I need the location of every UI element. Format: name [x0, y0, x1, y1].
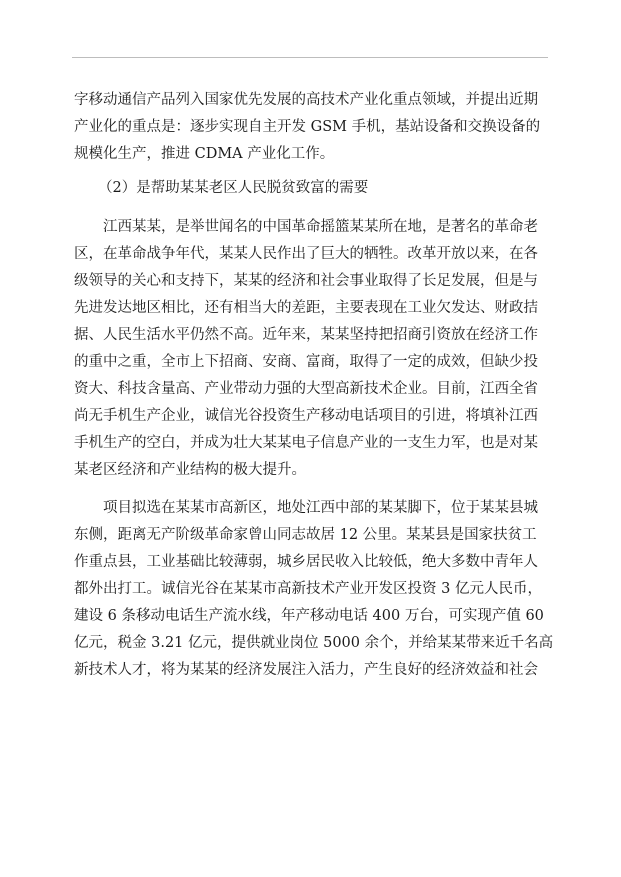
text-line: 据、人民生活水平仍然不高。近年来，某某坚持把招商引资放在经济工作 [74, 327, 538, 343]
text-line: 产业化的重点是：逐步实现自主开发 GSM 手机，基站设备和交换设备的 [74, 119, 541, 135]
text-line: 都外出打工。诚信光谷在某某市高新技术产业开发区投资 3 亿元人民币， [74, 581, 542, 597]
paragraph-revolutionary-base [74, 214, 546, 484]
text-line: 字移动通信产品列入国家优先发展的高技术产业化重点领域，并提出近期 [74, 92, 538, 108]
text-line: 建设 6 条移动电话生产流水线，年产移动电话 400 万台，可实现产值 60 [74, 608, 544, 624]
header-rule [72, 57, 548, 58]
text-line: 区，在革命战争年代，某某人民作出了巨大的牺牲。改革开放以来，在各 [74, 246, 538, 262]
text-line: 东侧，距离无产阶级革命家曾山同志故居 12 公里。某某县是国家扶贫工 [74, 527, 537, 543]
text-line: 作重点县，工业基础比较薄弱，城乡居民收入比较低，绝大多数中青年人 [74, 554, 538, 570]
text-line: 项目拟选在某某市高新区，地处江西中部的某某脚下，位于某某县城 [103, 500, 538, 516]
text-line: 亿元，税金 3.21 亿元，提供就业岗位 5000 余个，并给某某带来近千名高 [74, 635, 554, 651]
paragraph-continued [74, 87, 546, 168]
document-body [74, 87, 554, 684]
text-line: 某老区经济和产业结构的极大提升。 [74, 462, 306, 478]
text-line: 先进发达地区相比，还有相当大的差距，主要表现在工业欠发达、财政拮 [74, 300, 538, 316]
text-line: 资大、科技含量高、产业带动力强的大型高新技术企业。目前，江西全省 [74, 381, 538, 397]
text-line: 新技术人才，将为某某的经济发展注入活力，产生良好的经济效益和社会 [74, 662, 538, 678]
text-line: 江西某某，是举世闻名的中国革命摇篮某某所在地，是著名的革命老 [103, 219, 538, 235]
text-line: 级领导的关心和支持下，某某的经济和社会事业取得了长足发展，但是与 [74, 273, 538, 289]
text-line: 的重中之重，全市上下招商、安商、富商，取得了一定的成效，但缺少投 [74, 354, 538, 370]
paragraph-project-site [74, 495, 554, 684]
text-line: 尚无手机生产企业，诚信光谷投资生产移动电话项目的引进，将填补江西 [74, 408, 538, 424]
text-line: 手机生产的空白，并成为壮大某某电子信息产业的一支生力军，也是对某 [74, 435, 538, 451]
section-heading: （2）是帮助某某老区人民脱贫致富的需要 [98, 180, 369, 196]
text-line: 规模化生产，推进 CDMA 产业化工作。 [74, 146, 335, 162]
